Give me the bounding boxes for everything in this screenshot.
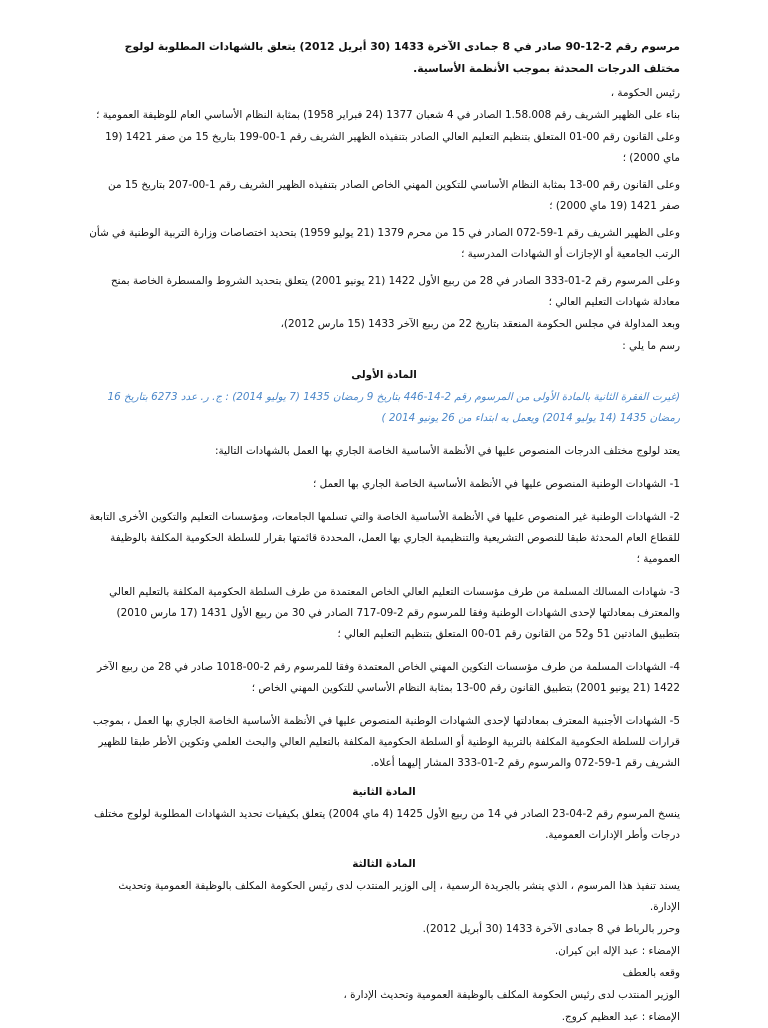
amendment-note: (غيرت الفقرة الثانية بالمادة الأولى من المرسوم رقم 2-14-446 بتاريخ 9 رمضان 1435 (7 يوليو 2014) : ج. ر. عدد 6273 بتاريخ 16 رمضان 1435 (14 يوليو 2014) ويعمل به ابتداء من 26 يونيو 2014 ) <box>107 391 680 424</box>
preamble-paragraph: وعلى القانون رقم 00-01 المتعلق بتنظيم التعليم العالي الصادر بتنفيذه الظهير الشريف رقم 1-00-199 بتاريخ 15 من صفر 1421 (19 ماي 2000) ؛ <box>105 131 680 164</box>
preamble-paragraph: وعلى الظهير الشريف رقم 1-59-072 الصادر في 15 من محرم 1379 (21 يوليو 1959) بتحديد اختصاصات وزارة التربية الوطنية في شأن الرتب الجامعية أو الإجازات أو الشهادات المدرسية ؛ <box>89 227 680 260</box>
signature-line: الإمضاء : عبد العظيم كروج. <box>561 1011 680 1023</box>
signature-line: الإمضاء : عبد الإله ابن كيران. <box>554 945 680 957</box>
article-2-heading: المادة الثانية <box>352 786 416 798</box>
preamble-paragraph: وبعد المداولة في مجلس الحكومة المنعقد بتاريخ 22 من ربيع الآخر 1433 (15 مارس 2012)، <box>280 318 680 330</box>
article-2-text: ينسخ المرسوم رقم 2-04-23 الصادر في 14 من ربيع الأول 1425 (4 ماي 2004) يتعلق بكيفيات تحديد الشهادات المطلوبة لولوج مختلف درجات وأطر الإدارات العمومية. <box>93 808 680 841</box>
article-1-intro: يعتد لولوج مختلف الدرجات المنصوص عليها في الأنظمة الأساسية الخاصة الجاري بها العمل بالشهادات التالية: <box>214 445 680 457</box>
article-1-item-4: 4- الشهادات المسلمة من طرف مؤسسات التكوين المهني الخاص المعتمدة وفقا للمرسوم رقم 2-00-1018 صادر في 28 من ربيع الآخر 1422 (21 يونيو 2001) بتطبيق القانون رقم 00-13 بمثابة النظام الأساسي للتكوين المهني الخاص ؛ <box>97 661 680 694</box>
countersign-line: وقعه بالعطف <box>622 967 680 979</box>
preamble-paragraph: وعلى المرسوم رقم 2-01-333 الصادر في 28 من ربيع الأول 1422 (21 يونيو 2001) يتعلق بتحديد الشروط والمسطرة الخاصة بمنح معادلة شهادات التعليم العالي ؛ <box>110 275 680 308</box>
document-title: مرسوم رقم 2-12-90 صادر في 8 جمادى الآخرة 1433 (30 أبريل 2012) يتعلق بالشهادات المطلوبة لولوج مختلف الدرجات المحدثة بموجب الأنظمة الأساسية. <box>124 40 680 75</box>
article-1-item-1: 1- الشهادات الوطنية المنصوص عليها في الأنظمة الأساسية الخاصة الجاري بها العمل ؛ <box>313 478 680 490</box>
minister-title: الوزير المنتدب لدى رئيس الحكومة المكلف بالوظيفة العمومية وتحديث الإدارة ، <box>343 989 680 1001</box>
article-1-heading: المادة الأولى <box>351 369 417 381</box>
article-1-item-2: 2- الشهادات الوطنية غير المنصوص عليها في الأنظمة الأساسية الخاصة والتي تسلمها الجامعات، ومؤسسات التعليم والتكوين الأخرى التابعة للقطاع العام المحدثة طبقا للنصوص التشريعية والتنظيمية الجاري بها العمل، المحددة قائمتها بقرار للسلطة الحكومية المكلفة بالوظيفة العمومية ؛ <box>89 511 680 565</box>
article-3-text: يسند تنفيذ هذا المرسوم ، الذي ينشر بالجريدة الرسمية ، إلى الوزير المنتدب لدى رئيس الحكومة المكلف بالوظيفة العمومية وتحديث الإدارة. <box>118 880 680 913</box>
preamble-address: رئيس الحكومة ، <box>610 87 680 99</box>
done-at-line: وحرر بالرباط في 8 جمادى الآخرة 1433 (30 أبريل 2012). <box>422 923 680 935</box>
article-3-heading: المادة الثالثة <box>352 858 416 870</box>
preamble-paragraph: بناء على الظهير الشريف رقم 1.58.008 الصادر في 4 شعبان 1377 (24 فبراير 1958) بمثابة النظام الأساسي العام للوظيفة العمومية ؛ <box>96 109 680 121</box>
article-1-item-5: 5- الشهادات الأجنبية المعترف بمعادلتها لإحدى الشهادات الوطنية المنصوص عليها في الأنظمة الأساسية الخاصة الجاري بها العمل ، بموجب قرارات للسلطة الحكومية المكلفة بالتربية الوطنية أو السلطة الحكومية المكلفة بالتعليم العالي والبحث العلمي وتكوين الأطر طبقا للظهير الشريف رقم 1-59-072 والمرسوم رقم 2-01-333 المشار إليهما أعلاه. <box>92 715 680 769</box>
preamble-decree-formula: رسم ما يلي : <box>622 340 680 352</box>
preamble-paragraph: وعلى القانون رقم 00-13 بمثابة النظام الأساسي للتكوين المهني الخاص الصادر بتنفيذه الظهير الشريف رقم 1-00-207 بتاريخ 15 من صفر 1421 (19 ماي 2000) ؛ <box>108 179 680 212</box>
article-1-item-3: 3- شهادات المسالك المسلمة من طرف مؤسسات التعليم العالي الخاص المعتمدة من طرف السلطة الحكومية المكلفة بالتعليم العالي والمعترف بمعادلتها لإحدى الشهادات الوطنية وفقا للمرسوم رقم 2-09-717 الصادر في 30 من ربيع الأول 1431 (17 مارس 2010) بتطبيق المادتين 51 و52 من القانون رقم 01-00 المتعلق بتنظيم التعليم العالي ؛ <box>109 586 680 640</box>
